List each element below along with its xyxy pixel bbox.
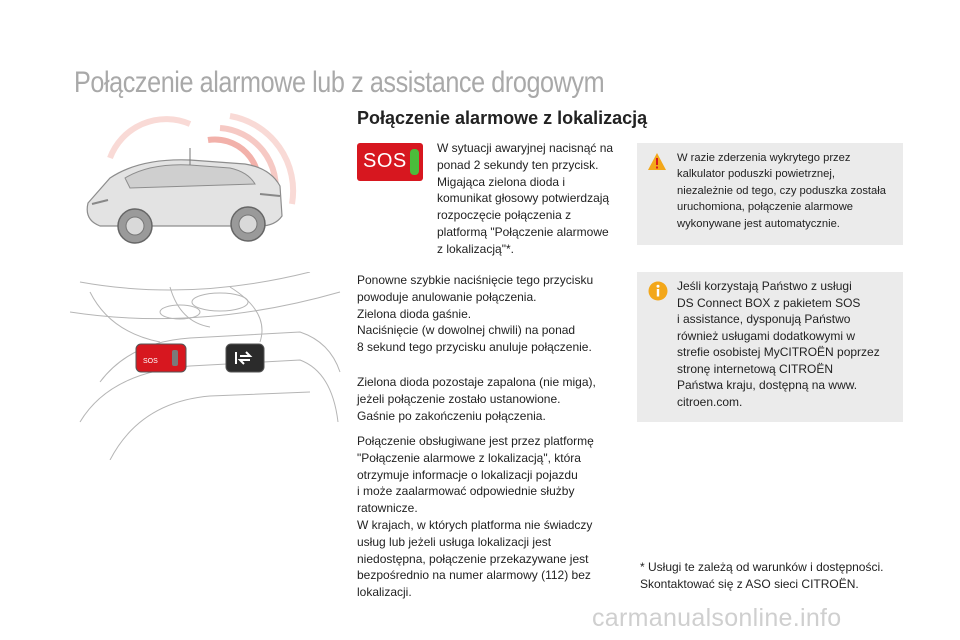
led-status-text: Zielona dioda pozostaje zapalona (nie miga), jeżeli połączenie zostało ustanowione. Gaśnie po zakończeniu połączenia.	[357, 375, 596, 423]
panel-assistance-button	[226, 344, 264, 372]
sos-button-label: SOS	[363, 150, 407, 172]
cancel-text: Ponowne szybkie naciśnięcie tego przycisku powoduje anulowanie połączenia. Zielona dioda gaśnie. Naciśnięcie (w dowolnej chwili) na ponad 8 sekund tego przycisku anuluje połączenie.	[357, 273, 594, 355]
roof-console-illustration	[70, 272, 345, 460]
platform-text: Połączenie obsługiwane jest przez platformę "Połączenie alarmowe z lokalizacją", która otrzymuje informacje o lokalizacji pojazdu i może zaalarmować odpowiednie służby ratownicze. W krajach, w których platforma nie świadczy usług lub jeżeli usługa lokalizacji jest niedostępna, połączenie przekazywane jest bezpośrednio na numer alarmowy (112) bez lokalizacji.	[357, 434, 594, 600]
car-illustration	[70, 108, 345, 260]
warning-icon	[647, 152, 667, 172]
green-led-icon	[410, 149, 419, 175]
info-text: Jeśli korzystają Państwo z usługi DS Connect BOX z pakietem SOS i assistance, dysponują Państwo również usługami dodatkowymi w strefie osobistej MyCITROËN poprzez stronę internetową CITROËN Państwa kraju, dostępną na www. citroen.com.	[677, 279, 880, 409]
instruction-text: W sytuacji awaryjnej nacisnąć na ponad 2 sekundy ten przycisk. Migająca zielona dioda i komunikat głosowy potwierdzają rozpoczęcie połączenia z platformą "Połączenie alarmowe z lokalizacją"*.	[437, 141, 614, 256]
watermark: carmanualsonline.info	[592, 604, 842, 632]
panel-sos-label: SOS	[143, 358, 158, 365]
warning-box	[637, 143, 903, 245]
footnote: * Usługi te zależą od warunków i dostępności. Skontaktować się z ASO sieci CITROËN.	[640, 560, 884, 591]
sos-button-graphic	[357, 143, 423, 181]
warning-text: W razie zderzenia wykrytego przez kalkulator poduszki powietrznej, niezależnie od tego, czy poduszka została uruchomiona, połączenie alarmowe wykonywane jest automatycznie.	[677, 152, 886, 230]
panel-sos-button	[136, 344, 186, 372]
section-title: Połączenie alarmowe z lokalizacją	[357, 108, 648, 128]
page-title: Połączenie alarmowe lub z assistance drogowym	[74, 66, 605, 99]
info-icon	[648, 281, 668, 301]
info-box	[637, 272, 903, 422]
